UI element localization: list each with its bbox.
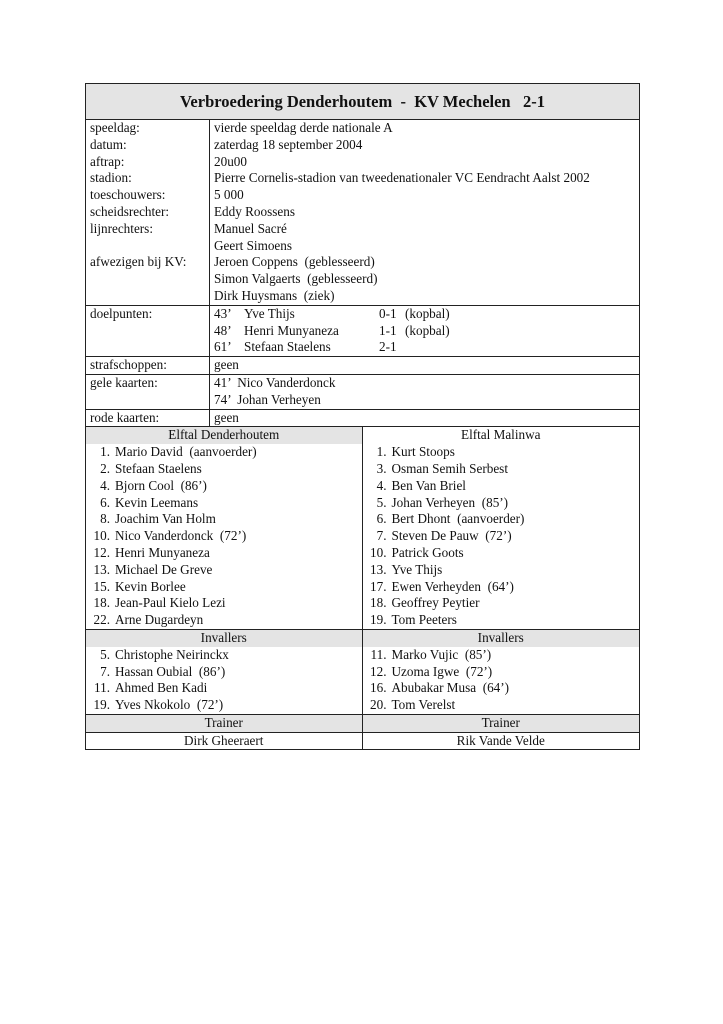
goal-minute: 43’ xyxy=(214,305,232,321)
away-trainer-name: Rik Vande Velde xyxy=(456,732,545,748)
goal-note xyxy=(405,339,639,356)
player-row xyxy=(86,697,362,714)
home-substitutes xyxy=(86,630,363,714)
player-row xyxy=(86,461,362,478)
away-trainer-header: Trainer xyxy=(363,715,640,733)
info-label: afwezigen bij KV: xyxy=(90,254,187,270)
player-number: 11. xyxy=(94,680,110,696)
match-info-block xyxy=(86,120,639,306)
lineups-section xyxy=(86,427,639,630)
info-label: scheidsrechter: xyxy=(90,203,170,219)
player-number: 16. xyxy=(370,680,387,696)
player-name: Steven De Pauw (72’) xyxy=(391,528,512,544)
info-values xyxy=(210,120,639,305)
red-cards-value: geen xyxy=(214,409,239,425)
player-number: 3. xyxy=(376,460,387,476)
player-row xyxy=(363,461,640,478)
home-trainer-name: Dirk Gheeraert xyxy=(184,732,264,748)
player-number: 10. xyxy=(370,544,387,560)
goal-note: (kopbal) xyxy=(405,305,450,321)
player-number: 5. xyxy=(376,494,387,510)
home-substitutes-header: Invallers xyxy=(86,630,362,647)
player-row xyxy=(363,680,640,697)
goal-score: 0-1 xyxy=(379,305,397,321)
player-row xyxy=(86,528,362,545)
player-row xyxy=(86,664,362,681)
home-lineup xyxy=(86,427,363,629)
info-value: Pierre Cornelis-stadion van tweedenationaler VC Eendracht Aalst 2002 xyxy=(214,170,590,186)
player-row xyxy=(86,495,362,512)
player-number: 4. xyxy=(376,477,387,493)
goal-scorer: Yve Thijs xyxy=(244,305,295,321)
home-trainer xyxy=(86,715,363,750)
player-row xyxy=(86,680,362,697)
player-name: Patrick Goots xyxy=(391,544,464,560)
player-name: Yve Thijs xyxy=(391,561,443,577)
substitutes-section xyxy=(86,630,639,715)
player-number: 7. xyxy=(376,528,387,544)
player-name: Jean-Paul Kielo Lezi xyxy=(115,595,226,611)
info-label: stadion: xyxy=(90,170,132,186)
goal-row xyxy=(214,339,639,356)
player-name: Bjorn Cool (86’) xyxy=(115,477,207,493)
player-name: Ewen Verheyden (64’) xyxy=(391,578,514,594)
player-row xyxy=(86,647,362,664)
player-name: Kevin Leemans xyxy=(115,494,199,510)
player-number: 8. xyxy=(100,511,110,527)
away-substitutes xyxy=(363,630,640,714)
player-row xyxy=(86,511,362,528)
info-value: Jeroen Coppens (geblesseerd) xyxy=(214,254,375,270)
player-number: 5. xyxy=(100,646,110,662)
player-number: 17. xyxy=(370,578,387,594)
home-trainer-header: Trainer xyxy=(86,715,362,733)
player-name: Abubakar Musa (64’) xyxy=(391,680,510,696)
player-number: 1. xyxy=(100,444,110,460)
player-number: 10. xyxy=(93,528,110,544)
player-number: 4. xyxy=(100,477,110,493)
player-number: 7. xyxy=(100,663,110,679)
info-value: Dirk Huysmans (ziek) xyxy=(214,287,335,303)
penalties-value: geen xyxy=(214,357,239,373)
player-number: 22. xyxy=(93,612,110,628)
info-label: toeschouwers: xyxy=(90,187,166,203)
goal-row xyxy=(214,323,639,340)
player-name: Osman Semih Serbest xyxy=(391,460,508,476)
trainers-section xyxy=(86,715,639,750)
player-number: 12. xyxy=(370,663,387,679)
away-lineup-header: Elftal Malinwa xyxy=(363,427,640,444)
player-number: 15. xyxy=(93,578,110,594)
player-name: Ahmed Ben Kadi xyxy=(115,680,208,696)
player-number: 1. xyxy=(376,444,387,460)
goals-label: doelpunten: xyxy=(90,305,153,321)
goal-score: 2-1 xyxy=(379,339,397,355)
player-name: Johan Verheyen (85’) xyxy=(391,494,509,510)
goal-scorer: Stefaan Staelens xyxy=(244,339,331,355)
info-labels xyxy=(86,120,210,305)
info-label xyxy=(90,238,209,255)
player-row xyxy=(363,495,640,512)
player-number: 20. xyxy=(370,697,387,713)
player-number: 6. xyxy=(376,511,387,527)
player-row xyxy=(86,478,362,495)
player-number: 18. xyxy=(370,595,387,611)
player-row xyxy=(363,579,640,596)
info-label: speeldag: xyxy=(90,120,140,135)
player-row xyxy=(363,595,640,612)
player-name: Stefaan Staelens xyxy=(115,460,202,476)
player-row xyxy=(86,579,362,596)
player-name: Tom Peeters xyxy=(391,612,457,628)
player-name: Yves Nkokolo (72’) xyxy=(115,697,224,713)
player-name: Hassan Oubial (86’) xyxy=(115,663,226,679)
player-name: Marko Vujic (85’) xyxy=(391,646,492,662)
player-name: Uzoma Igwe (72’) xyxy=(391,663,493,679)
player-name: Kevin Borlee xyxy=(115,578,186,594)
goal-row xyxy=(214,306,639,323)
player-row xyxy=(86,595,362,612)
player-row xyxy=(363,511,640,528)
player-number: 19. xyxy=(93,697,110,713)
penalties-row xyxy=(86,357,639,375)
player-name: Nico Vanderdonck (72’) xyxy=(115,528,247,544)
info-label xyxy=(90,288,209,305)
match-title: Verbroedering Denderhoutem - KV Mechelen 2-1 xyxy=(86,84,639,120)
player-number: 12. xyxy=(93,544,110,560)
player-name: Christophe Neirinckx xyxy=(115,646,229,662)
info-value: Eddy Roossens xyxy=(214,203,295,219)
match-report-table xyxy=(85,83,640,750)
info-value: vierde speeldag derde nationale A xyxy=(214,120,393,135)
goal-minute: 61’ xyxy=(214,339,232,355)
info-value: 5 000 xyxy=(214,187,244,203)
away-lineup xyxy=(363,427,640,629)
player-row xyxy=(363,612,640,629)
info-value: Geert Simoens xyxy=(214,237,293,253)
goal-scorer: Henri Munyaneza xyxy=(244,322,339,338)
player-row xyxy=(86,545,362,562)
player-name: Bert Dhont (aanvoerder) xyxy=(391,511,525,527)
player-number: 11. xyxy=(370,646,387,662)
player-row xyxy=(363,528,640,545)
goal-minute: 48’ xyxy=(214,322,232,338)
player-number: 18. xyxy=(93,595,110,611)
yellow-card-entry: 41’ Nico Vanderdonck xyxy=(214,374,336,390)
player-name: Geoffrey Peytier xyxy=(391,595,480,611)
player-row xyxy=(363,444,640,461)
info-value: Manuel Sacré xyxy=(214,220,287,236)
player-name: Mario David (aanvoerder) xyxy=(115,444,257,460)
player-name: Arne Dugardeyn xyxy=(115,612,204,628)
away-substitutes-header: Invallers xyxy=(363,630,640,647)
player-number: 2. xyxy=(100,460,110,476)
home-lineup-header: Elftal Denderhoutem xyxy=(86,427,362,444)
player-row xyxy=(363,664,640,681)
player-name: Joachim Van Holm xyxy=(115,511,216,527)
red-cards-label: rode kaarten: xyxy=(90,409,160,425)
player-row xyxy=(86,444,362,461)
player-number: 13. xyxy=(93,561,110,577)
info-value: Simon Valgaerts (geblesseerd) xyxy=(214,271,378,287)
player-name: Ben Van Briel xyxy=(391,477,466,493)
player-name: Michael De Greve xyxy=(115,561,213,577)
goals-block xyxy=(86,306,639,357)
player-row xyxy=(363,478,640,495)
info-value: 20u00 xyxy=(214,153,247,169)
red-cards-row xyxy=(86,410,639,428)
player-row xyxy=(86,562,362,579)
player-row xyxy=(86,612,362,629)
player-row xyxy=(363,545,640,562)
player-name: Tom Verelst xyxy=(391,697,456,713)
info-label: aftrap: xyxy=(90,153,125,169)
away-trainer xyxy=(363,715,640,750)
player-row xyxy=(363,647,640,664)
player-name: Henri Munyaneza xyxy=(115,544,210,560)
goal-note: (kopbal) xyxy=(405,322,450,338)
player-name: Kurt Stoops xyxy=(391,444,455,460)
info-label xyxy=(90,271,209,288)
yellow-cards-label: gele kaarten: xyxy=(90,374,158,390)
player-number: 13. xyxy=(370,561,387,577)
player-number: 6. xyxy=(100,494,110,510)
info-label: lijnrechters: xyxy=(90,220,153,236)
info-label: datum: xyxy=(90,136,127,152)
player-number: 19. xyxy=(370,612,387,628)
penalties-label: strafschoppen: xyxy=(90,357,167,373)
player-row xyxy=(363,562,640,579)
goal-score: 1-1 xyxy=(379,322,397,338)
yellow-cards-row xyxy=(86,375,639,410)
yellow-card-entry: 74’ Johan Verheyen xyxy=(214,391,321,407)
info-value: zaterdag 18 september 2004 xyxy=(214,136,363,152)
player-row xyxy=(363,697,640,714)
